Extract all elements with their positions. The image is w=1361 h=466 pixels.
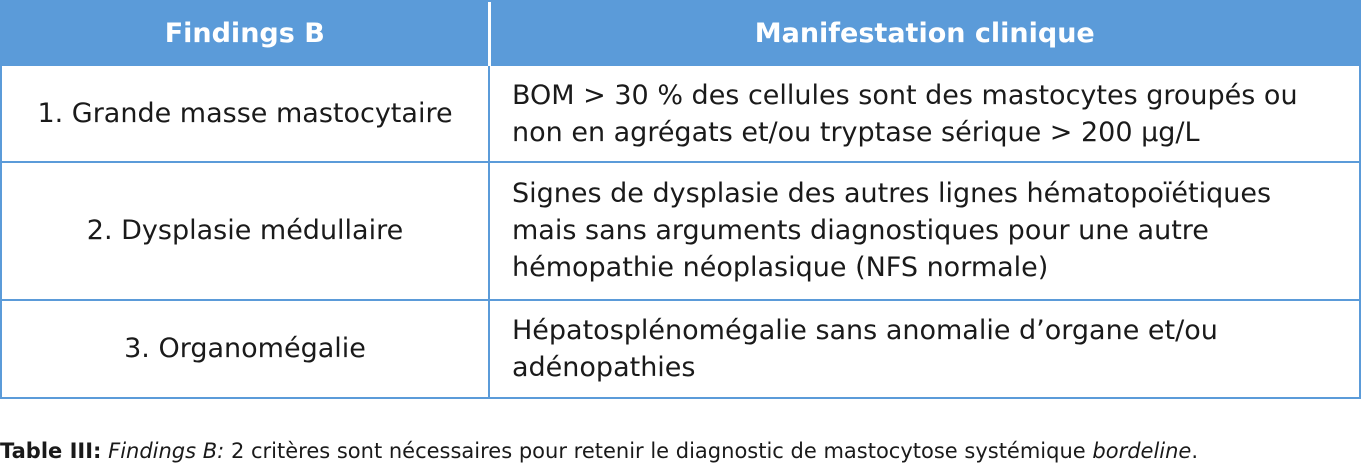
manifestation-line: hémopathie néoplasique (NFS normale) (512, 252, 1049, 284)
caption-label: Table III: (0, 439, 102, 463)
caption-text: 2 critères sont nécessaires pour retenir le diagnostic de mastocytose systémique (230, 439, 1086, 463)
manifestation-line: adénopathies (512, 351, 696, 383)
column-header-findings: Findings B (2, 2, 489, 65)
finding-cell: 1. Grande masse mastocytaire (2, 65, 489, 162)
table-row (2, 300, 1359, 397)
table-row (2, 162, 1359, 300)
manifestation-cell (489, 162, 1359, 300)
caption-end: . (1191, 439, 1199, 463)
manifestation-line: Signes de dysplasie des autres lignes hématopoïétiques (512, 178, 1272, 210)
table-row (2, 65, 1359, 162)
finding-cell: 3. Organomégalie (2, 300, 489, 397)
caption-italic-lead: Findings B: (108, 439, 225, 463)
findings-table (2, 2, 1359, 397)
manifestation-cell (489, 300, 1359, 397)
manifestation-line: Hépatosplénomégalie sans anomalie d’organe et/ou (512, 314, 1218, 346)
manifestation-line: mais sans arguments diagnostiques pour une autre (512, 215, 1209, 247)
manifestation-line: BOM > 30 % des cellules sont des mastocytes groupés ou (512, 79, 1298, 111)
column-header-manifestation: Manifestation clinique (489, 2, 1359, 65)
table-header-row (2, 2, 1359, 65)
table-caption (0, 438, 1361, 464)
manifestation-cell (489, 65, 1359, 162)
manifestation-line: non en agrégats et/ou tryptase sérique > 200 µg/L (512, 116, 1200, 148)
finding-cell: 2. Dysplasie médullaire (2, 162, 489, 300)
caption-italic-tail: bordeline (1092, 439, 1192, 463)
